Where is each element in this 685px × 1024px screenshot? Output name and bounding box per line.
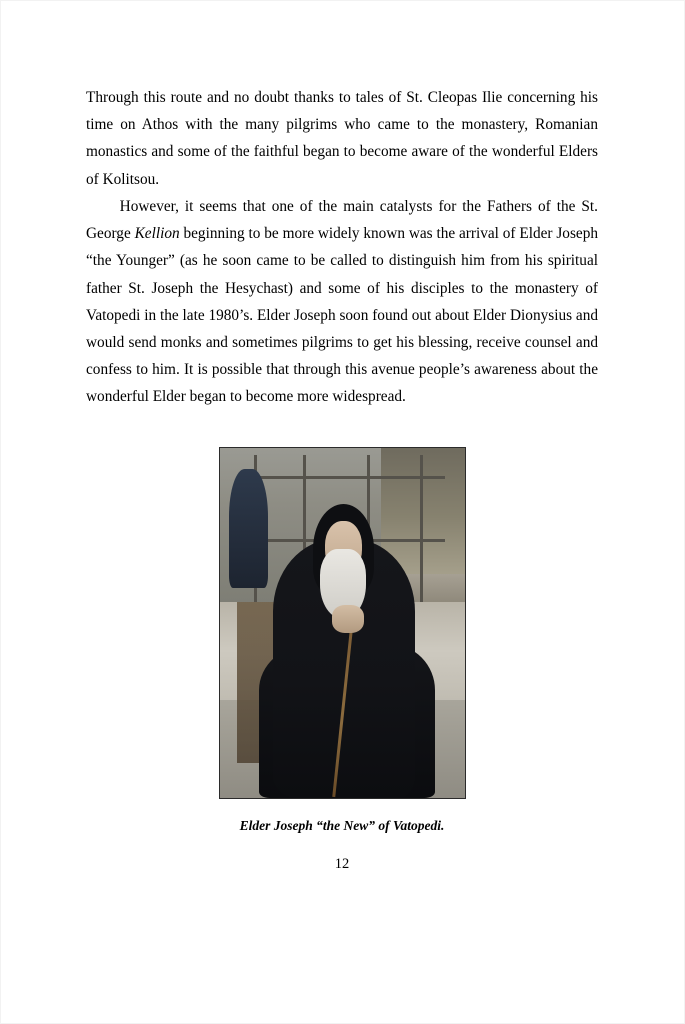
paragraph-1: Through this route and no doubt thanks to tales of St. Cleopas Ilie concerning his time on Athos with the many pilgrims who came to the monastery, Romanian monastics and some of the faithful began to become aware of the wonderful Elders of Kolitsou. [86, 89, 598, 188]
page-number: 12 [334, 855, 350, 872]
photo-railing-horizontal-1 [239, 476, 445, 479]
photo-background-person [229, 469, 268, 588]
photo-hands [332, 605, 364, 633]
photo-illustration [220, 448, 465, 798]
figure-caption: Elder Joseph “the New” of Vatopedi. [239, 817, 445, 833]
paragraph-2-text-before: However, it seems that one of the main catalysts for the Fathers of the St. George [86, 197, 598, 243]
photo-railing-vertical-4 [420, 455, 423, 602]
figure-block [86, 447, 598, 834]
figure-image [219, 447, 466, 799]
page-content [86, 84, 598, 873]
italic-term-kellion: Kellion [134, 225, 180, 243]
paragraph-2-text-after: beginning to be more widely known was the arrival of Elder Joseph “the Younger” (as he soon came to be called to distinguish him from his spiritual father St. Joseph the Hesychast) and some of his disciples to the monastery of Vatopedi in the late 1980’s. Elder Joseph soon found out about Elder Dionysius and would send monks and sometimes pilgrims to get his blessing, receive counsel and confess to him. It is possible that through this avenue people’s awareness about the wonderful Elder began to become more widespread. [86, 225, 598, 406]
paragraph-2 [86, 193, 598, 411]
